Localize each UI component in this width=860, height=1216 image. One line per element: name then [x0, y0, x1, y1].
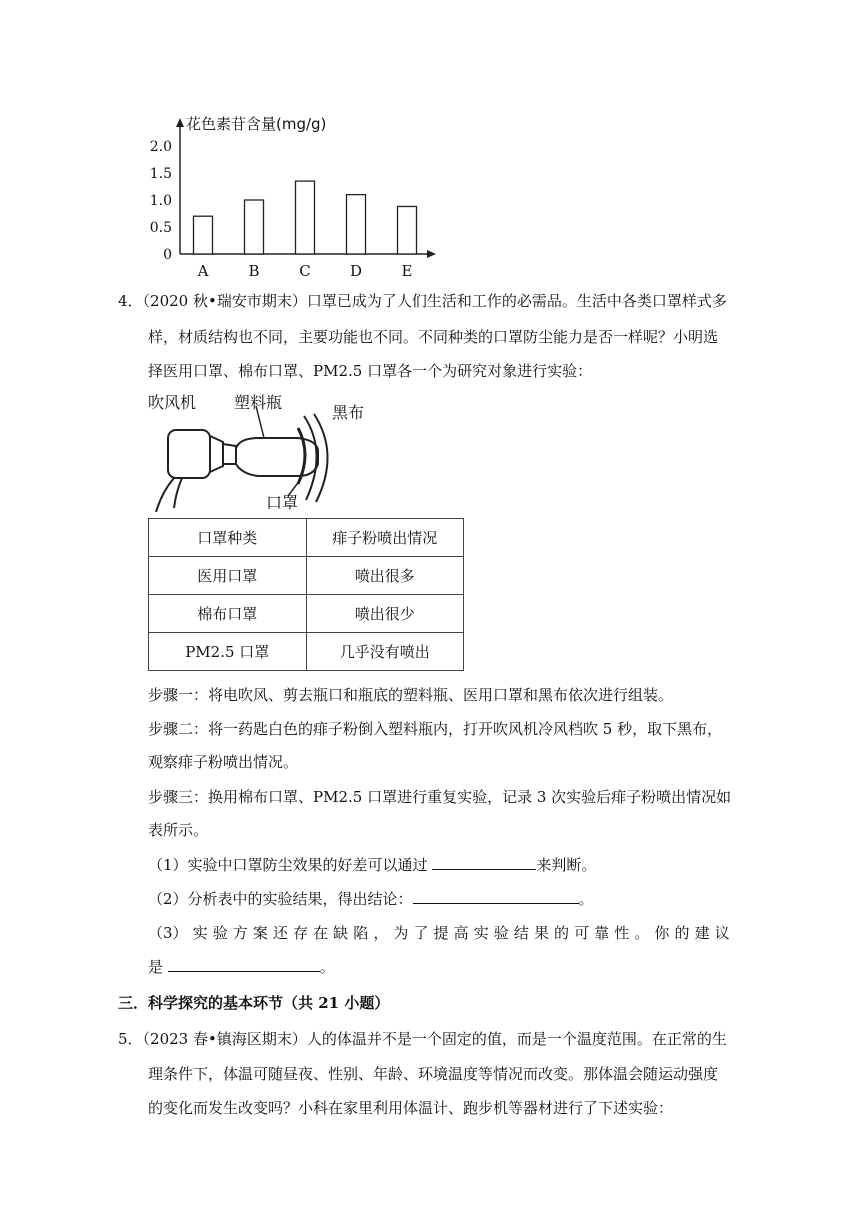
step-1: 步骤一：将电吹风、剪去瓶口和瓶底的塑料瓶、医用口罩和黑布依次进行组装。	[148, 686, 674, 704]
sub-question-3-char: 你	[654, 924, 670, 942]
bar-A	[194, 216, 213, 254]
sub-question-3-char: 验	[493, 924, 509, 942]
x-tick-label: D	[349, 262, 363, 280]
sub-question-3-char: 了	[413, 924, 429, 942]
sub-question-3-char: 案	[252, 924, 268, 942]
sub-question-3-char: 存	[293, 924, 309, 942]
answer-blank-1[interactable]	[432, 855, 536, 870]
x-tick-label: B	[248, 262, 260, 280]
sub-question-3-char: 的	[674, 924, 690, 942]
sub-question-3-char: 实	[192, 924, 208, 942]
sub-question-1-tail: 来判断。	[536, 856, 597, 874]
sub-question-3-char: ，	[373, 924, 389, 942]
sub-question-3-char: 结	[513, 924, 529, 942]
q4-line-2: 样，材质结构也不同，主要功能也不同。不同种类的口罩防尘能力是否一样呢？小明选	[148, 328, 719, 346]
table-cell: 几乎没有喷出	[306, 633, 464, 671]
table-cell: 喷出很多	[306, 557, 464, 595]
bar-E	[398, 206, 417, 254]
x-tick-label: A	[197, 262, 209, 280]
sub-question-3-char: 还	[272, 924, 288, 942]
table-header-cell: 口罩种类	[149, 519, 307, 557]
sub-question-3-char: （3）	[148, 924, 188, 942]
apparatus-figure	[148, 388, 368, 513]
x-axis-arrow	[427, 250, 436, 258]
sub-question-3-char: 实	[473, 924, 489, 942]
label-cloth: 黑布	[332, 403, 365, 422]
sub-question-3-char: 缺	[333, 924, 349, 942]
y-axis-arrow	[176, 118, 184, 127]
sub-question-3-char: 议	[714, 924, 730, 942]
bar-B	[245, 200, 264, 254]
table-cell: 喷出很少	[306, 595, 464, 633]
q4-line-1: 4．（2020 秋•瑞安市期末）口罩已成为了人们生活和工作的必需品。生活中各类口罩样式多	[118, 292, 727, 310]
sub-question-3-tail: 。	[319, 958, 335, 976]
sub-question-1-text: （1）实验中口罩防尘效果的好差可以通过	[148, 856, 433, 874]
bar-D	[347, 195, 366, 254]
bar-C	[296, 181, 315, 254]
step-2-line-1: 步骤二：将一药匙白色的痱子粉倒入塑料瓶内，打开吹风机冷风档吹 5 秒，取下黑布，	[148, 720, 723, 738]
sub-question-3-continued	[148, 956, 335, 977]
y-tick-label: 2.0	[149, 139, 172, 155]
label-bottle: 塑料瓶	[234, 393, 283, 412]
y-axis-label: 花色素苷含量(mg/g)	[186, 115, 327, 133]
y-tick-label: 0	[163, 247, 172, 263]
table-header-row	[149, 519, 464, 557]
label-dryer: 吹风机	[148, 393, 197, 412]
table-cell: 棉布口罩	[149, 595, 307, 633]
sub-question-2-tail: 。	[578, 890, 594, 908]
table-row	[149, 557, 464, 595]
q4-line-3: 择医用口罩、棉布口罩、PM2.5 口罩各一个为研究对象进行实验：	[148, 362, 593, 380]
answer-blank-3[interactable]	[168, 957, 320, 972]
y-tick-label: 1.5	[149, 166, 172, 182]
sub-question-3-char: 可	[574, 924, 590, 942]
sub-question-3-char: 果	[533, 924, 549, 942]
sub-question-2-text: （2）分析表中的实验结果，得出结论：	[148, 890, 413, 908]
sub-question-3-char: 性	[614, 924, 630, 942]
table-header-cell: 痱子粉喷出情况	[306, 519, 464, 557]
section-heading: 三．科学探究的基本环节（共 21 小题）	[118, 994, 390, 1012]
sub-question-3-prefix: 是	[148, 958, 168, 976]
q5-line-1: 5．（2023 春•镇海区期末）人的体温并不是一个固定的值，而是一个温度范围。在正常的生	[118, 1030, 727, 1048]
sub-question-1	[148, 854, 596, 875]
sub-question-3-char: 为	[393, 924, 409, 942]
sub-question-3-char: 的	[554, 924, 570, 942]
mask-results-table	[148, 518, 464, 671]
sub-question-3-char: 在	[313, 924, 329, 942]
bar-chart	[140, 108, 450, 280]
sub-question-3-char: 方	[232, 924, 248, 942]
y-tick-label: 0.5	[149, 220, 172, 236]
sub-question-3-char: 高	[453, 924, 469, 942]
label-mask: 口罩	[266, 493, 299, 512]
step-3-line-1: 步骤三：换用棉布口罩、PM2.5 口罩进行重复实验，记录 3 次实验后痱子粉喷出情况如	[148, 788, 732, 806]
x-tick-label: E	[401, 262, 413, 280]
sub-question-3-char: 陷	[353, 924, 369, 942]
x-tick-label: C	[299, 262, 311, 280]
sub-question-3-char: 。	[634, 924, 650, 942]
sub-question-2	[148, 888, 594, 909]
q5-line-2: 理条件下，体温可随昼夜、性别、年龄、环境温度等情况而改变。那体温会随运动强度	[148, 1065, 719, 1083]
sub-question-3-char: 靠	[594, 924, 610, 942]
answer-blank-2[interactable]	[413, 889, 579, 904]
q5-line-3: 的变化而发生改变吗？小科在家里利用体温计、跑步机等器材进行了下述实验：	[148, 1099, 674, 1117]
table-row	[149, 633, 464, 671]
y-tick-label: 1.0	[149, 193, 172, 209]
sub-question-3-char: 建	[694, 924, 710, 942]
table-cell: PM2.5 口罩	[149, 633, 307, 671]
table-row	[149, 595, 464, 633]
step-2-line-2: 观察痱子粉喷出情况。	[148, 753, 299, 771]
table-cell: 医用口罩	[149, 557, 307, 595]
sub-question-3-char: 验	[212, 924, 228, 942]
sub-question-3-char: 提	[433, 924, 449, 942]
step-3-line-2: 表所示。	[148, 821, 209, 839]
sub-question-3	[148, 922, 730, 943]
